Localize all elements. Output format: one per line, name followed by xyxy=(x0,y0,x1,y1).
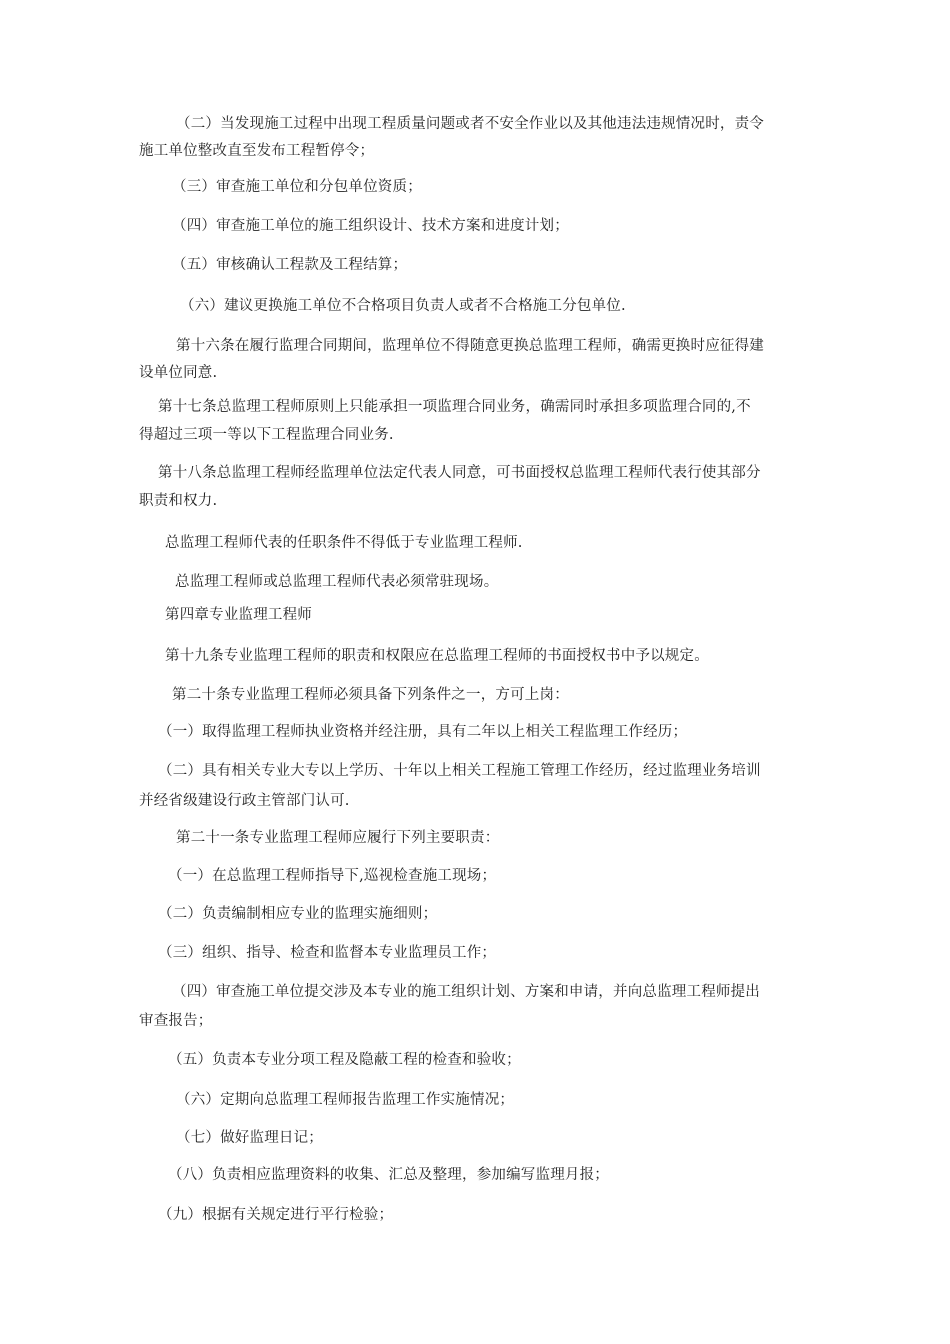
text-line: 设单位同意. xyxy=(139,365,218,381)
text-line: 总监理工程师或总监理工程师代表必须常驻现场。 xyxy=(175,574,499,590)
text-line: 第四章专业监理工程师 xyxy=(165,607,312,623)
text-line: （六）建议更换施工单位不合格项目负责人或者不合格施工分包单位. xyxy=(180,298,626,314)
text-line: （四）审查施工单位的施工组织设计、技术方案和进度计划； xyxy=(172,218,569,234)
text-line: 第十六条在履行监理合同期间，监理单位不得随意更换总监理工程师，确需更换时应征得建 xyxy=(176,338,764,354)
text-line: （七）做好监理日记； xyxy=(176,1130,323,1146)
text-line: （二）负责编制相应专业的监理实施细则； xyxy=(158,906,438,922)
text-line: 第十九条专业监理工程师的职责和权限应在总监理工程师的书面授权书中予以规定。 xyxy=(165,648,709,664)
text-line: （三）审查施工单位和分包单位资质； xyxy=(172,179,422,195)
text-line: 第二十条专业监理工程师必须具备下列条件之一，方可上岗： xyxy=(172,687,569,703)
text-line: （二）当发现施工过程中出现工程质量问题或者不安全作业以及其他违法违规情况时，责令 xyxy=(176,116,764,132)
text-line: 得超过三项一等以下工程监理合同业务. xyxy=(139,427,394,443)
text-line: （二）具有相关专业大专以上学历、十年以上相关工程施工管理工作经历，经过监理业务培训 xyxy=(158,763,761,779)
text-line: （九）根据有关规定进行平行检验； xyxy=(158,1207,394,1223)
text-line: 施工单位整改直至发布工程暂停令； xyxy=(139,143,375,159)
text-line: 审查报告； xyxy=(139,1013,213,1029)
text-line: （四）审查施工单位提交涉及本专业的施工组织计划、方案和申请，并向总监理工程师提出 xyxy=(172,984,760,1000)
text-line: （五）负责本专业分项工程及隐蔽工程的检查和验收； xyxy=(168,1052,521,1068)
text-line: 第十八条总监理工程师经监理单位法定代表人同意，可书面授权总监理工程师代表行使其部分 xyxy=(158,465,761,481)
text-line: 总监理工程师代表的任职条件不得低于专业监理工程师. xyxy=(165,535,523,551)
text-line: 第二十一条专业监理工程师应履行下列主要职责： xyxy=(176,830,500,846)
text-line: （六）定期向总监理工程师报告监理工作实施情况； xyxy=(176,1092,515,1108)
text-line: （三）组织、指导、检查和监督本专业监理员工作； xyxy=(158,945,497,961)
text-line: 第十七条总监理工程师原则上只能承担一项监理合同业务，确需同时承担多项监理合同的,不 xyxy=(158,399,751,415)
text-line: （五）审核确认工程款及工程结算； xyxy=(172,257,408,273)
text-line: （八）负责相应监理资料的收集、汇总及整理，参加编写监理月报； xyxy=(168,1167,609,1183)
text-line: （一）取得监理工程师执业资格并经注册，具有二年以上相关工程监理工作经历； xyxy=(158,724,688,740)
text-line: 并经省级建设行政主管部门认可. xyxy=(139,793,350,809)
text-line: 职责和权力. xyxy=(139,493,218,509)
text-line: （一）在总监理工程师指导下,巡视检查施工现场； xyxy=(168,868,497,884)
